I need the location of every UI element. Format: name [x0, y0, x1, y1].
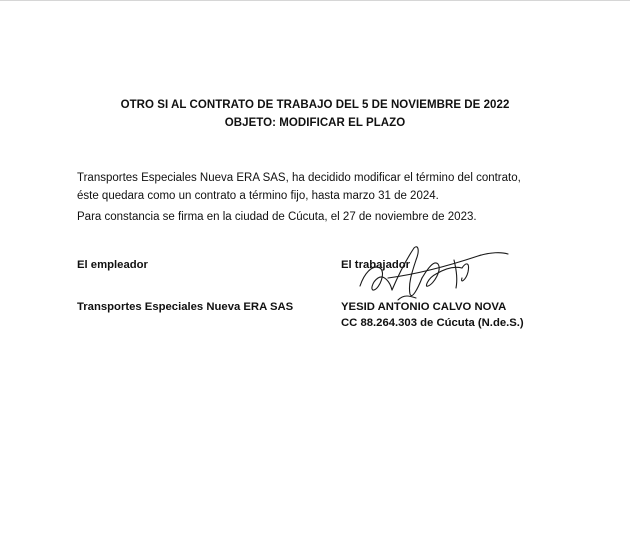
worker-name: YESID ANTONIO CALVO NOVA — [341, 301, 507, 313]
contract-modification-paragraph: Transportes Especiales Nueva ERA SAS, ha decidido modificar el término del contrato, éste quedara como un contrato a término fijo, hasta marzo 31 de 2024. — [77, 172, 521, 202]
signing-statement-paragraph: Para constancia se firma en la ciudad de Cúcuta, el 27 de noviembre de 2023. — [77, 211, 477, 223]
worker-label: El trabajador — [341, 259, 411, 271]
employer-name: Transportes Especiales Nueva ERA SAS — [77, 301, 294, 313]
page-top-border — [0, 0, 630, 1]
worker-id-number: CC 88.264.303 de Cúcuta (N.de.S.) — [341, 317, 524, 329]
document-subtitle: OBJETO: MODIFICAR EL PLAZO — [224, 117, 406, 129]
employer-label: El empleador — [77, 259, 148, 271]
document-title: OTRO SI AL CONTRATO DE TRABAJO DEL 5 DE NOVIEMBRE DE 2022 — [120, 99, 510, 111]
handwritten-signature — [358, 238, 518, 308]
